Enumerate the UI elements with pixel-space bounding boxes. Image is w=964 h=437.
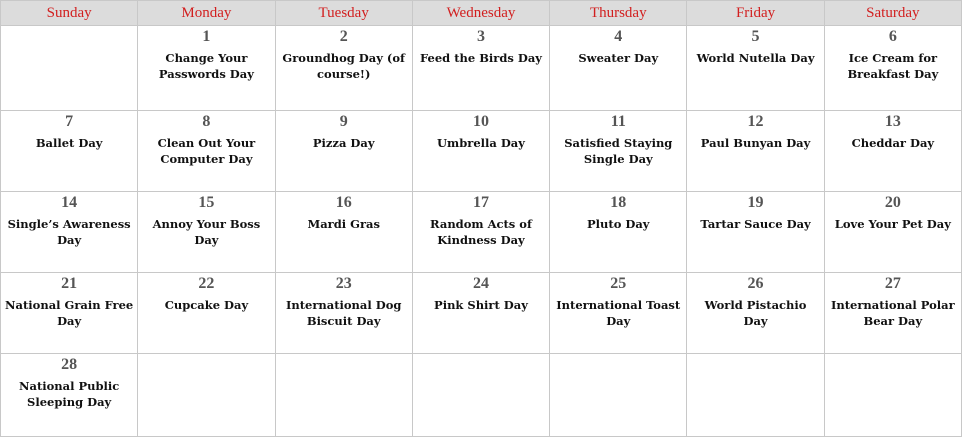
day-event-label: Ballet Day [35,136,103,150]
day-number: 26 [747,275,764,292]
day-number: 12 [747,113,764,130]
day-cell [275,273,412,354]
day-cell [412,354,549,437]
day-event-label: Mardi Gras [307,217,380,231]
day-event-label: Umbrella Day [437,136,525,150]
day-event-label: Cheddar Day [851,136,935,150]
day-number: 11 [610,113,626,130]
day-event-label: Pluto Day [587,217,650,231]
day-event-label: World Pistachio Day [704,298,807,328]
day-cell [824,26,961,111]
day-event-label: Annoy Your Boss Day [152,217,261,247]
weekday-header-monday: Monday [138,1,275,26]
day-cell [138,354,275,437]
day-event-label: Clean Out Your Computer Day [157,136,256,166]
day-cell [1,273,138,354]
day-event-label: National Public Sleeping Day [18,379,120,409]
day-cell [275,354,412,437]
day-number: 7 [65,113,74,130]
day-event-label: Pink Shirt Day [434,298,528,312]
weekday-header-tuesday: Tuesday [275,1,412,26]
calendar-body [1,26,962,437]
day-event-label: Groundhog Day (of course!) [282,51,405,81]
day-number: 23 [335,275,352,292]
day-event-label: Tartar Sauce Day [700,217,811,231]
day-event-label: National Grain Free Day [5,298,134,328]
day-cell [1,26,138,111]
day-event-label: International Dog Biscuit Day [285,298,402,328]
day-cell [138,192,275,273]
weekday-header-saturday: Saturday [824,1,961,26]
day-number: 28 [61,356,78,373]
day-number: 1 [202,28,211,45]
day-cell [1,354,138,437]
day-number: 14 [61,194,78,211]
weekday-header-row [1,1,962,26]
week-row [1,111,962,192]
day-number: 10 [472,113,489,130]
day-cell [138,111,275,192]
day-event-label: Love Your Pet Day [834,217,951,231]
day-cell [275,26,412,111]
day-event-label: Random Acts of Kindness Day [430,217,532,247]
day-number: 20 [884,194,901,211]
day-cell [1,111,138,192]
day-cell [550,26,687,111]
day-number: 2 [339,28,348,45]
day-number: 15 [198,194,215,211]
day-cell [550,273,687,354]
day-cell [687,273,824,354]
day-number: 13 [884,113,901,130]
day-event-label: Single’s Awareness Day [7,217,131,247]
day-number: 21 [61,275,78,292]
day-cell [412,111,549,192]
week-row [1,273,962,354]
day-event-label: Ice Cream for Breakfast Day [847,51,939,81]
weekday-header-friday: Friday [687,1,824,26]
day-number: 3 [476,28,485,45]
day-number: 17 [472,194,489,211]
day-number: 9 [339,113,348,130]
day-cell [687,111,824,192]
weekday-header-wednesday: Wednesday [412,1,549,26]
day-event-label: Paul Bunyan Day [700,136,811,150]
day-event-label: Pizza Day [312,136,375,150]
week-row [1,192,962,273]
day-cell [275,111,412,192]
day-event-label: Satisfied Staying Single Day [564,136,673,166]
weekday-header-thursday: Thursday [550,1,687,26]
day-number: 6 [888,28,897,45]
day-cell [138,273,275,354]
weekday-header-sunday: Sunday [1,1,138,26]
day-event-label: International Toast Day [556,298,681,328]
day-cell [412,192,549,273]
day-cell [824,273,961,354]
day-event-label: Cupcake Day [164,298,249,312]
day-cell [550,354,687,437]
day-event-label: Change Your Passwords Day [158,51,254,81]
week-row [1,354,962,437]
day-cell [412,26,549,111]
day-number: 4 [614,28,623,45]
day-event-label: World Nutella Day [696,51,815,65]
day-number: 19 [747,194,764,211]
day-cell [1,192,138,273]
day-event-label: Sweater Day [578,51,659,65]
day-number: 8 [202,113,211,130]
day-cell [824,354,961,437]
day-cell [138,26,275,111]
day-cell [824,111,961,192]
week-row [1,26,962,111]
day-number: 22 [198,275,215,292]
day-event-label: Feed the Birds Day [419,51,542,65]
day-number: 18 [610,194,627,211]
day-number: 25 [610,275,627,292]
day-cell [550,192,687,273]
day-cell [412,273,549,354]
day-cell [687,192,824,273]
day-cell [687,26,824,111]
day-cell [687,354,824,437]
day-number: 27 [884,275,901,292]
day-cell [275,192,412,273]
day-event-label: International Polar Bear Day [831,298,955,328]
day-number: 5 [751,28,760,45]
day-cell [550,111,687,192]
day-number: 24 [472,275,489,292]
day-cell [824,192,961,273]
day-number: 16 [335,194,352,211]
